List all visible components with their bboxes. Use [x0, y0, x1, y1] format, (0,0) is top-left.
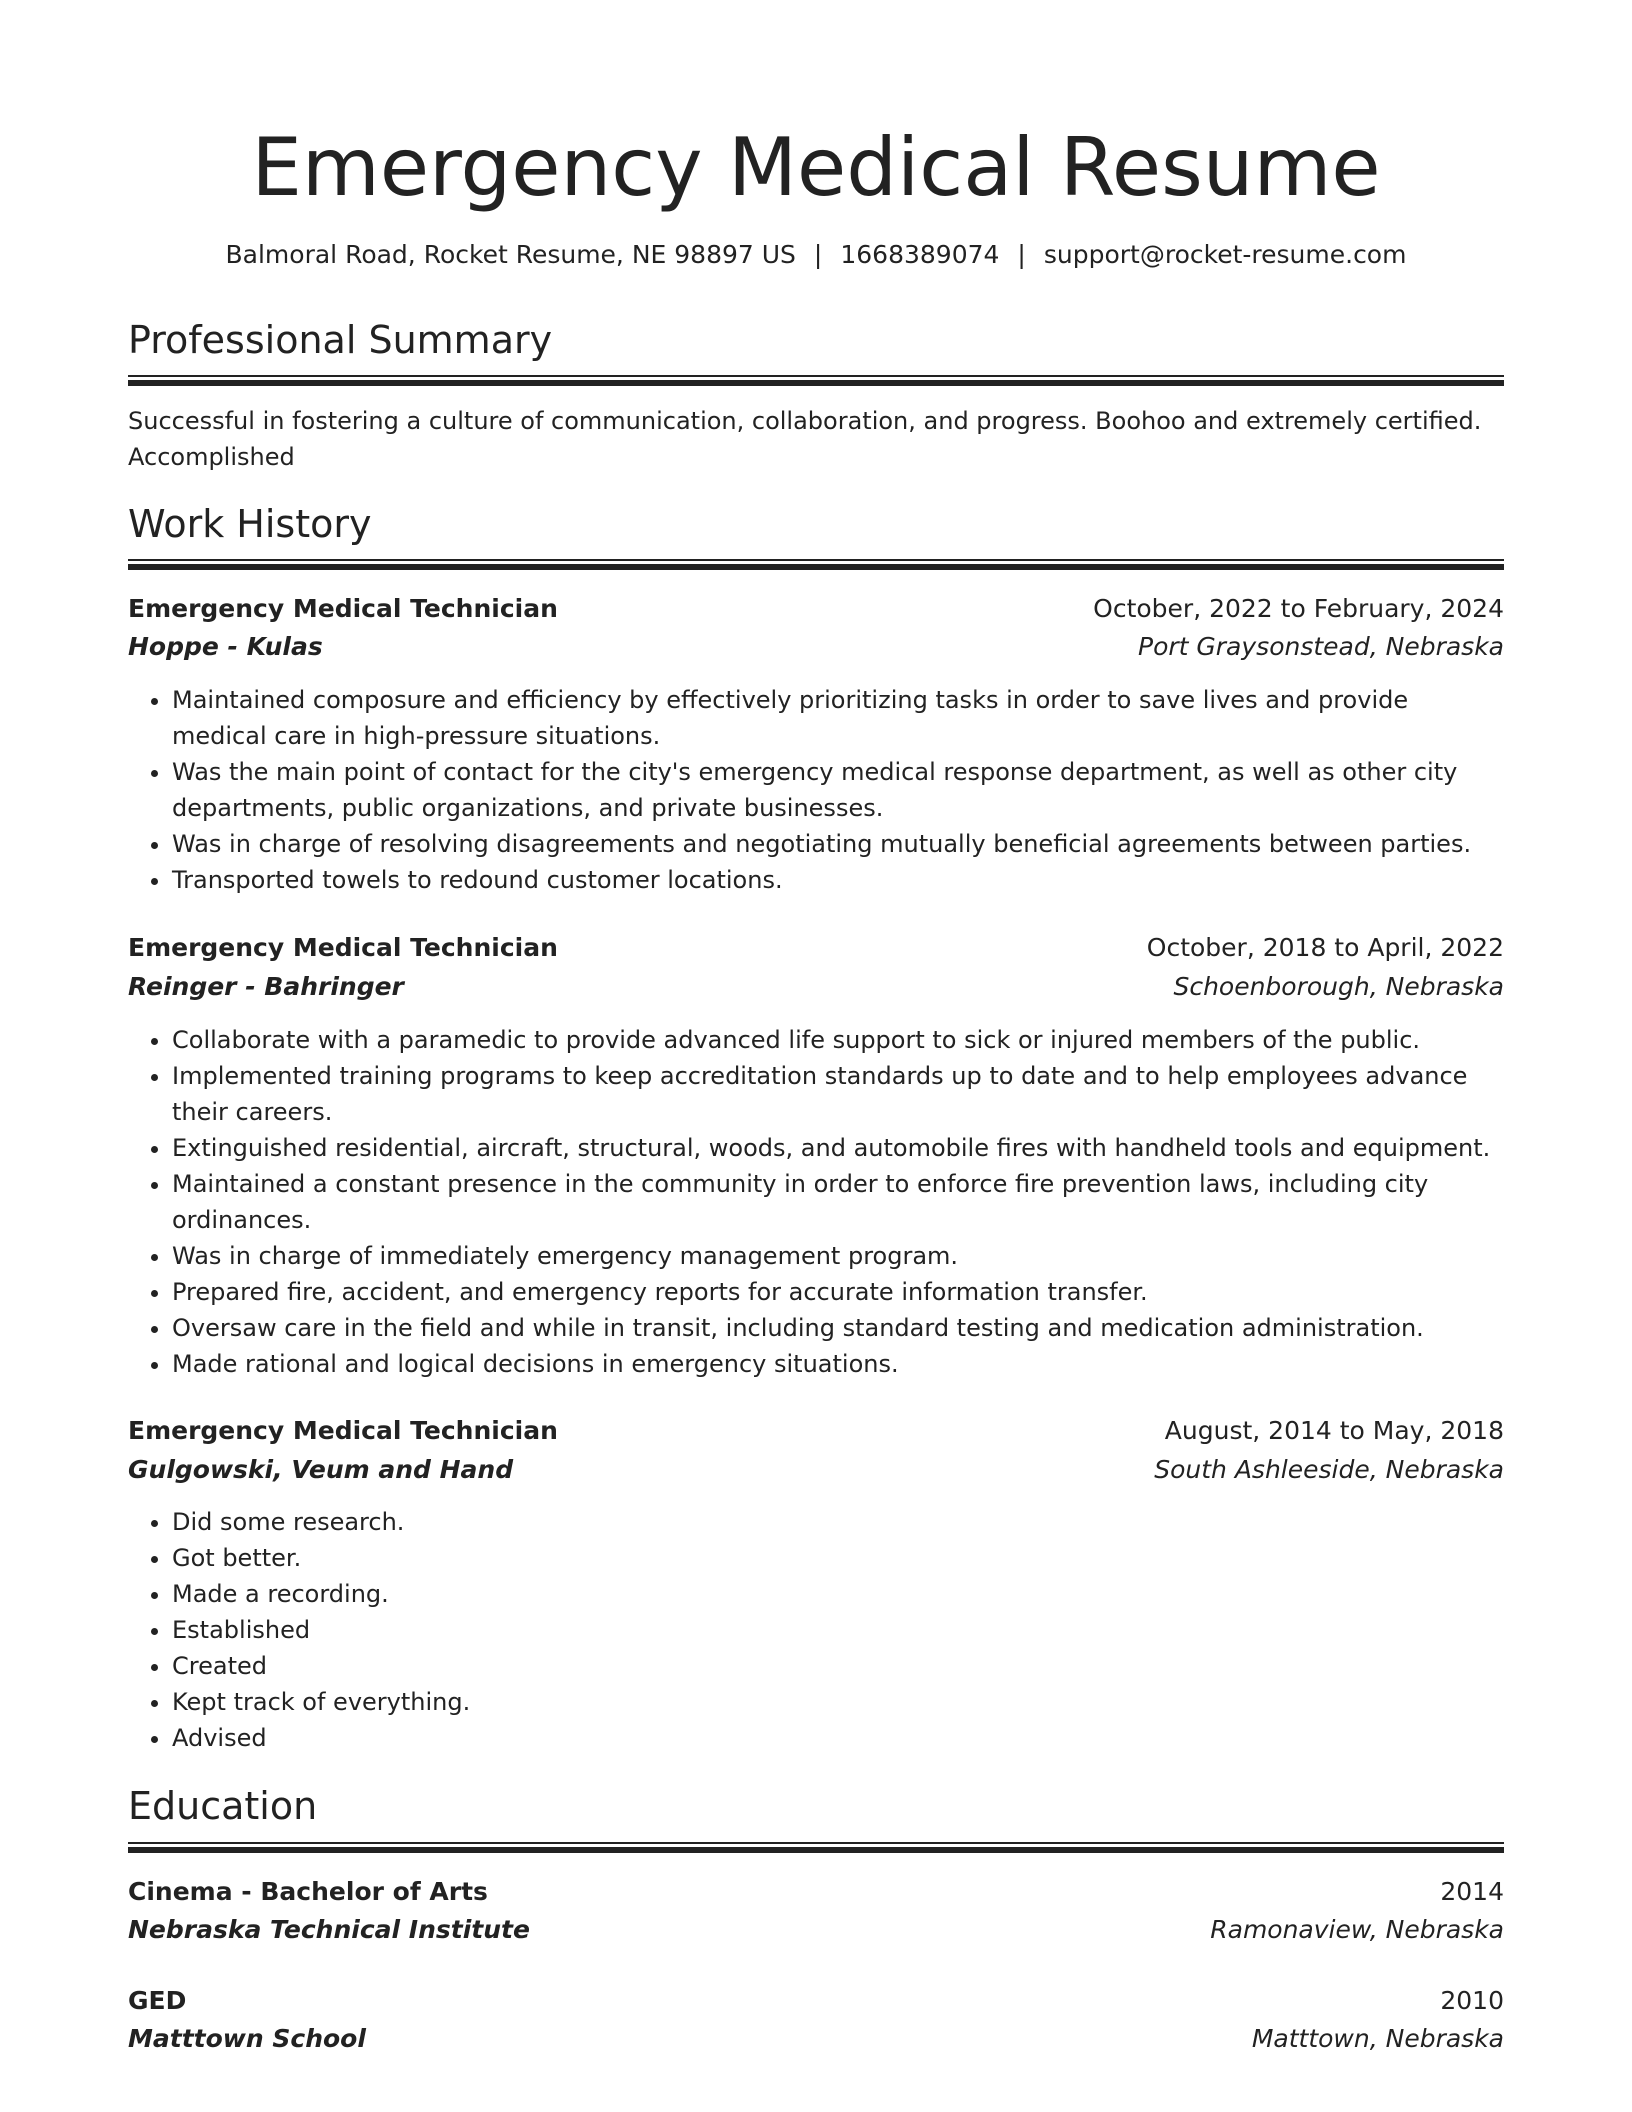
job-location: Schoenborough, Nebraska: [1173, 972, 1504, 1001]
list-item: • Made a recording.: [172, 1576, 1504, 1612]
list-item: • Prepared fire, accident, and emergency reports for accurate information transfer.: [172, 1274, 1504, 1310]
job-header: [128, 1412, 1504, 1450]
education-school: Matttown School: [128, 2024, 366, 2053]
list-item: • Created: [172, 1648, 1504, 1684]
list-item: • Got better.: [172, 1540, 1504, 1576]
education-subheader: [128, 1911, 1504, 1949]
list-item: • Implemented training programs to keep accreditation standards up to date and to help employees advance their careers.: [172, 1058, 1504, 1130]
job-company: Gulgowski, Veum and Hand: [128, 1455, 514, 1484]
education-subheader: [128, 2020, 1504, 2058]
education-year: 2010: [1440, 1986, 1504, 2015]
section-heading-summary: Professional Summary: [128, 318, 553, 362]
job-dates: August, 2014 to May, 2018: [1164, 1416, 1504, 1445]
job-location: South Ashleeside, Nebraska: [1154, 1455, 1504, 1484]
job-title: Emergency Medical Technician: [128, 1416, 558, 1445]
summary-text: Successful in fostering a culture of communication, collaboration, and progress. Boohoo and extremely certified. Accomplished: [128, 407, 1482, 471]
education-year: 2014: [1440, 1877, 1504, 1906]
resume-title: Emergency Medical Resume: [251, 121, 1381, 214]
contact-line: [0, 238, 1632, 272]
list-item: • Kept track of everything.: [172, 1684, 1504, 1720]
contact-address: Balmoral Road, Rocket Resume, NE 98897 US: [225, 240, 796, 269]
job-dates: October, 2022 to February, 2024: [1093, 594, 1504, 623]
list-item: • Established: [172, 1612, 1504, 1648]
job-header: [128, 929, 1504, 967]
section-heading-work: Work History: [128, 502, 372, 546]
job-bullets: [128, 1504, 1504, 1756]
education-header: [128, 1873, 1504, 1911]
education-location: Matttown, Nebraska: [1251, 2024, 1504, 2053]
section-divider: [128, 1842, 1504, 1853]
section-divider: [128, 375, 1504, 386]
job-dates: October, 2018 to April, 2022: [1146, 933, 1504, 962]
education-degree: Cinema - Bachelor of Arts: [128, 1877, 488, 1906]
contact-separator: |: [1017, 240, 1026, 269]
job-title: Emergency Medical Technician: [128, 933, 558, 962]
list-item: • Was in charge of immediately emergency management program.: [172, 1238, 1504, 1274]
list-item: • Extinguished residential, aircraft, structural, woods, and automobile fires with handheld tools and equipment.: [172, 1130, 1504, 1166]
contact-phone: 1668389074: [840, 240, 1000, 269]
job-company: Reinger - Bahringer: [128, 972, 404, 1001]
contact-email: support@rocket-resume.com: [1043, 240, 1407, 269]
job-bullets: [128, 682, 1504, 898]
education-header: [128, 1982, 1504, 2020]
list-item: • Oversaw care in the field and while in transit, including standard testing and medication administration.: [172, 1310, 1504, 1346]
job-title: Emergency Medical Technician: [128, 594, 558, 623]
list-item: • Made rational and logical decisions in emergency situations.: [172, 1346, 1504, 1382]
list-item: • Transported towels to redound customer locations.: [172, 862, 1504, 898]
job-subheader: [128, 968, 1504, 1006]
list-item: • Maintained a constant presence in the community in order to enforce fire prevention laws, including city ordinances.: [172, 1166, 1504, 1238]
list-item: • Collaborate with a paramedic to provide advanced life support to sick or injured members of the public.: [172, 1022, 1504, 1058]
section-heading-education: Education: [128, 1784, 318, 1828]
job-company: Hoppe - Kulas: [128, 632, 323, 661]
list-item: • Maintained composure and efficiency by effectively prioritizing tasks in order to save lives and provide medical care in high-pressure situations.: [172, 682, 1504, 754]
job-subheader: [128, 628, 1504, 666]
job-location: Port Graysonstead, Nebraska: [1138, 632, 1504, 661]
education-degree: GED: [128, 1986, 187, 2015]
job-bullets: [128, 1022, 1504, 1382]
list-item: • Advised: [172, 1720, 1504, 1756]
list-item: • Was the main point of contact for the city's emergency medical response department, as well as other city departments, public organizations, and private businesses.: [172, 754, 1504, 826]
job-subheader: [128, 1451, 1504, 1489]
contact-separator: |: [813, 240, 823, 269]
section-divider: [128, 559, 1504, 570]
education-location: Ramonaview, Nebraska: [1210, 1915, 1504, 1944]
list-item: • Was in charge of resolving disagreements and negotiating mutually beneficial agreements between parties.: [172, 826, 1504, 862]
job-header: [128, 590, 1504, 628]
education-school: Nebraska Technical Institute: [128, 1915, 530, 1944]
list-item: • Did some research.: [172, 1504, 1504, 1540]
